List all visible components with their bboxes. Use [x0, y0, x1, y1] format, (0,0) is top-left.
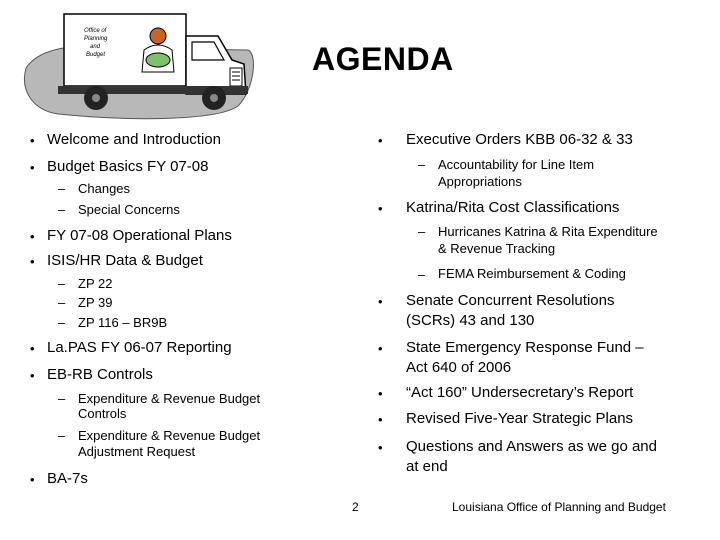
bullet-icon: • — [30, 254, 35, 269]
dash-icon: – — [58, 391, 66, 406]
truck-grille — [230, 68, 242, 86]
subitem-exp-controls-line1: Expenditure & Revenue Budget — [78, 391, 261, 406]
logo-caption-2: Planning — [84, 36, 108, 42]
bullet-icon: • — [30, 472, 35, 487]
dash-icon: – — [58, 428, 66, 443]
bullet-icon: • — [378, 294, 383, 309]
dash-icon: – — [58, 181, 66, 196]
dash-icon: – — [58, 276, 66, 291]
page-number: 2 — [352, 500, 359, 514]
logo-caption-1: Office of — [84, 28, 107, 34]
agenda-item-five-year: Revised Five-Year Strategic Plans — [406, 410, 634, 427]
agenda-item-lapas: La.PAS FY 06-07 Reporting — [47, 339, 232, 356]
dash-icon: – — [418, 224, 426, 239]
dash-icon: – — [418, 267, 426, 282]
subitem-zp22: ZP 22 — [78, 276, 113, 291]
agenda-item-budget-basics: Budget Basics FY 07-08 — [47, 158, 209, 175]
subitem-hurricanes-line2: & Revenue Tracking — [438, 241, 556, 256]
money-bag — [146, 53, 170, 67]
agenda-item-state-emergency-line1: State Emergency Response Fund – — [406, 339, 644, 356]
agenda-item-katrina: Katrina/Rita Cost Classifications — [406, 199, 620, 216]
agenda-item-questions-line1: Questions and Answers as we go and — [406, 438, 657, 455]
agenda-item-ebrb: EB-RB Controls — [47, 366, 153, 383]
bullet-icon: • — [30, 160, 35, 175]
bullet-icon: • — [30, 133, 35, 148]
subitem-exp-adjust-line2: Adjustment Request — [78, 444, 196, 459]
truck-logo — [18, 10, 260, 122]
dash-icon: – — [58, 295, 66, 310]
bullet-icon: • — [378, 341, 383, 356]
agenda-item-welcome: Welcome and Introduction — [47, 131, 221, 148]
subitem-special-concerns: Special Concerns — [78, 202, 180, 217]
agenda-item-senate-line2: (SCRs) 43 and 130 — [406, 312, 535, 329]
footer-organization: Louisiana Office of Planning and Budget — [452, 500, 666, 514]
page-title: AGENDA — [312, 41, 454, 77]
subitem-exp-adjust-line1: Expenditure & Revenue Budget — [78, 428, 261, 443]
bullet-icon: • — [30, 368, 35, 383]
logo-caption-4: Budget — [86, 52, 106, 58]
logo-caption-3: and — [90, 44, 101, 50]
bullet-icon: • — [378, 201, 383, 216]
figure-head — [150, 28, 166, 44]
dash-icon: – — [418, 157, 426, 172]
bullet-icon: • — [378, 386, 383, 401]
agenda-item-senate-line1: Senate Concurrent Resolutions — [406, 292, 615, 309]
agenda-item-questions-line2: at end — [406, 458, 448, 475]
agenda-item-exec-orders: Executive Orders KBB 06-32 & 33 — [406, 131, 633, 148]
bullet-icon: • — [378, 440, 383, 455]
subitem-zp116: ZP 116 – BR9B — [78, 315, 168, 330]
agenda-item-act160: “Act 160” Undersecretary’s Report — [406, 384, 634, 401]
subitem-hurricanes-line1: Hurricanes Katrina & Rita Expenditure — [438, 224, 658, 239]
subitem-exp-controls-line2: Controls — [78, 406, 127, 421]
bullet-icon: • — [378, 133, 383, 148]
dash-icon: – — [58, 315, 66, 330]
bullet-icon: • — [30, 229, 35, 244]
agenda-item-ba7s: BA-7s — [47, 470, 88, 487]
subitem-changes: Changes — [78, 181, 131, 196]
bullet-icon: • — [378, 412, 383, 427]
agenda-item-isis: ISIS/HR Data & Budget — [47, 252, 203, 269]
dash-icon: – — [58, 202, 66, 217]
subitem-fema: FEMA Reimbursement & Coding — [438, 266, 626, 281]
agenda-item-state-emergency-line2: Act 640 of 2006 — [406, 359, 512, 376]
subitem-accountability-line1: Accountability for Line Item — [438, 157, 595, 172]
agenda-item-operational-plans: FY 07-08 Operational Plans — [47, 227, 232, 244]
subitem-accountability-line2: Appropriations — [438, 174, 522, 189]
bullet-icon: • — [30, 341, 35, 356]
subitem-zp39: ZP 39 — [78, 295, 113, 310]
